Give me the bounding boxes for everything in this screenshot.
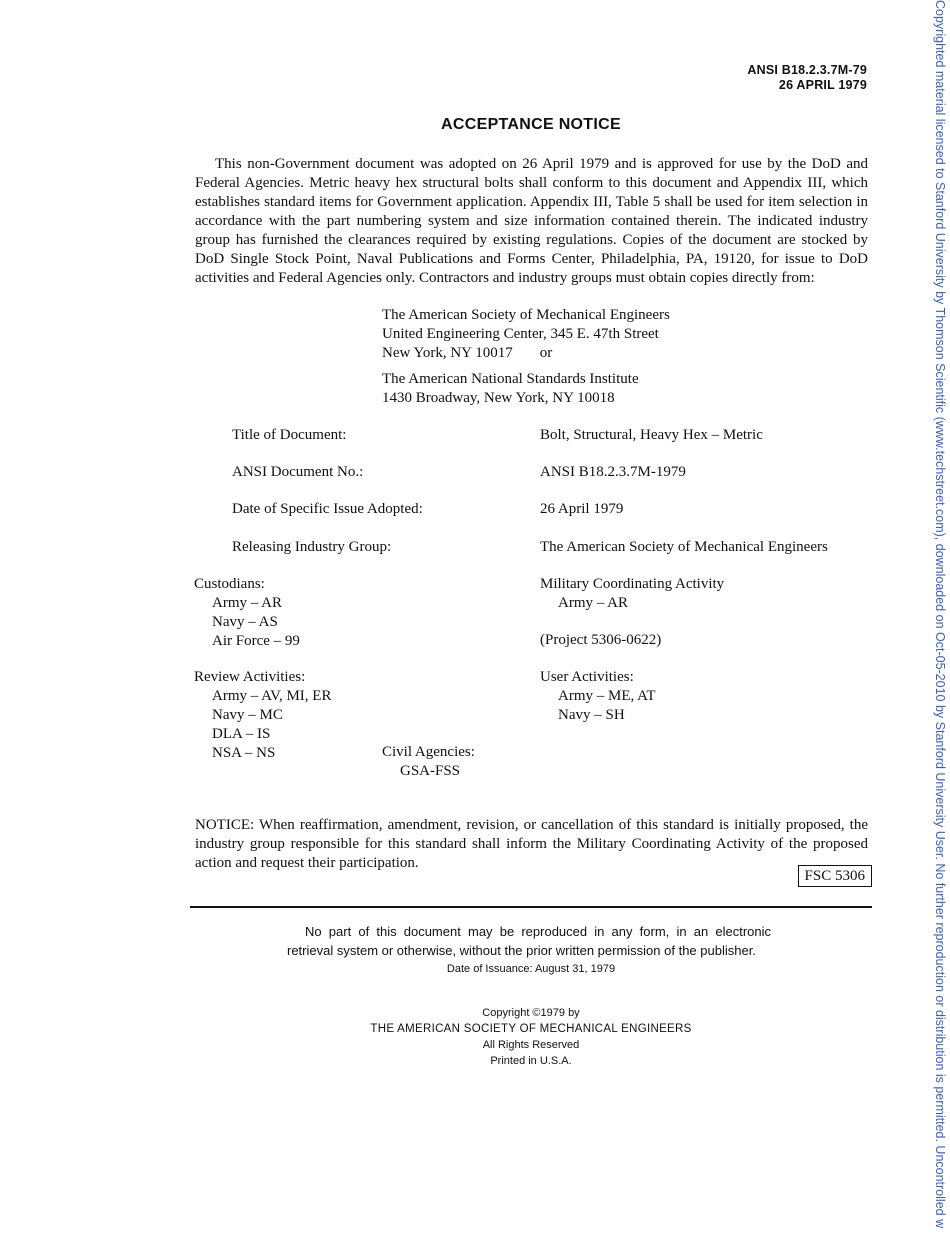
intro-paragraph: This non-Government document was adopted on 26 April 1979 and is approved for use by the DoD and Federal Agencies. Metric heavy hex structural bolts shall conform to this document and Appendix III, which establishes standard items for Government application. Appendix III, Table 5 shall be used for item selection in accordance with the part numbering system and size information contained therein. The indicated industry group has furnished the clearances required by existing regulations. Copies of the document are stocked by DoD Single Stock Point, Naval Publications and Forms Center, Philadelphia, PA, 19120, for issue to DoD activities and Federal Agencies only. Contractors and industry groups must obtain copies directly from: [195, 156, 868, 286]
review-activities-block [194, 668, 331, 763]
address-or: or [539, 345, 553, 361]
copyright-line: Copyright ©1979 by [482, 1007, 580, 1019]
user-activities-heading: User Activities: [540, 669, 634, 685]
address-city: New York, NY 10017 [382, 345, 513, 361]
military-coordinating-item: Army – AR [558, 595, 629, 611]
review-activity-item: Navy – MC [212, 707, 283, 723]
civil-agencies-block [382, 743, 475, 781]
project-number: (Project 5306-0622) [540, 632, 662, 648]
civil-agencies-heading: Civil Agencies: [382, 744, 475, 760]
custodian-item: Navy – AS [212, 614, 278, 630]
field-value-ansi-no: ANSI B18.2.3.7M-1979 [540, 464, 686, 480]
field-label-industry-group: Releasing Industry Group: [232, 539, 392, 555]
fsc-badge: FSC 5306 [798, 865, 872, 887]
custodian-item: Air Force – 99 [212, 633, 300, 649]
printed-in: Printed in U.S.A. [490, 1055, 572, 1067]
field-value-issue-date: 26 April 1979 [540, 501, 624, 517]
field-label-ansi-no: ANSI Document No.: [232, 464, 364, 480]
address-line: United Engineering Center, 345 E. 47th Street [382, 326, 659, 342]
doc-date: 26 APRIL 1979 [778, 78, 867, 92]
custodian-item: Army – AR [212, 595, 283, 611]
address-line: 1430 Broadway, New York, NY 10018 [382, 390, 615, 406]
ansi-address [382, 370, 639, 408]
military-coordinating-block [540, 575, 724, 613]
custodians-block [194, 575, 300, 651]
review-activity-item: DLA – IS [212, 726, 271, 742]
user-activity-item: Navy – SH [558, 707, 625, 723]
page-title: ACCEPTANCE NOTICE [441, 116, 621, 133]
field-label-title: Title of Document: [232, 427, 347, 443]
civil-agency-item: GSA-FSS [400, 763, 461, 779]
copyright-publisher: THE AMERICAN SOCIETY OF MECHANICAL ENGINEERS [370, 1023, 692, 1035]
divider [190, 906, 872, 908]
license-watermark-text: Copyrighted material licensed to Stanford University by Thomson Scientific (www.techstreet.com), downloaded on Oct-05-2010 by Stanford University User. No further reproduction or distribution is permitted. Uncontrolled w [933, 0, 947, 1229]
notice-paragraph: NOTICE: When reaffirmation, amendment, revision, or cancellation of this standard is initially proposed, the industry group responsible for this standard shall inform the Military Coordinating Activity of the proposed action and request their participation. [195, 817, 868, 871]
user-activity-item: Army – ME, AT [558, 688, 656, 704]
field-value-industry-group: The American Society of Mechanical Engineers [540, 539, 828, 555]
document-header [747, 63, 867, 93]
custodians-heading: Custodians: [194, 576, 265, 592]
review-activity-item: NSA – NS [212, 745, 276, 761]
address-line: The American Society of Mechanical Engineers [382, 307, 670, 323]
field-label-issue-date: Date of Specific Issue Adopted: [232, 501, 423, 517]
rights-reserved: All Rights Reserved [482, 1039, 580, 1051]
field-value-title: Bolt, Structural, Heavy Hex – Metric [540, 427, 763, 443]
address-line [382, 344, 670, 363]
address-line: The American National Standards Institute [382, 371, 639, 387]
military-coordinating-heading: Military Coordinating Activity [540, 576, 725, 592]
asme-address [382, 306, 670, 363]
review-activity-item: Army – AV, MI, ER [212, 688, 332, 704]
user-activities-block [540, 668, 656, 725]
license-watermark [928, 0, 950, 1233]
issuance-date: Date of Issuance: August 31, 1979 [446, 963, 616, 975]
review-activities-heading: Review Activities: [194, 669, 306, 685]
reproduction-notice: No part of this document may be reproduced in any form, in an electronic retrieval system or otherwise, without the prior written permission of the publisher. [287, 924, 771, 958]
doc-number: ANSI B18.2.3.7M-79 [747, 63, 867, 77]
